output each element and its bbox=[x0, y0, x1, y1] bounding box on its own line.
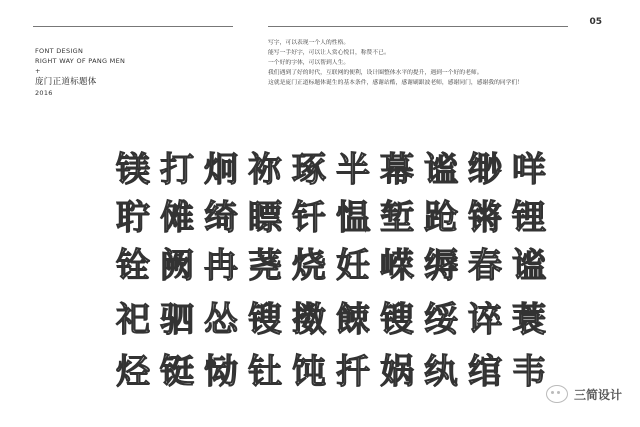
intro-paragraph bbox=[268, 38, 588, 88]
glyph-grid bbox=[111, 148, 551, 398]
glyph-row bbox=[111, 196, 551, 242]
year-label: 2016 bbox=[35, 89, 53, 97]
glyph-character: 愠 bbox=[336, 198, 370, 238]
glyph-character: 铤 bbox=[160, 352, 194, 392]
glyph-character: 驷 bbox=[160, 300, 194, 340]
glyph-character: 绾 bbox=[468, 352, 502, 392]
intro-line: 一个好的字体，可以帮到人生。 bbox=[268, 60, 350, 66]
page-number: 05 bbox=[589, 17, 602, 27]
glyph-character: 绮 bbox=[204, 198, 238, 238]
glyph-character: 聍 bbox=[116, 198, 150, 238]
glyph-character: 缈 bbox=[468, 150, 502, 190]
glyph-character: 谧 bbox=[424, 150, 458, 190]
glyph-character: 傩 bbox=[160, 198, 194, 238]
glyph-character: 炯 bbox=[204, 150, 238, 190]
glyph-character: 祢 bbox=[248, 150, 282, 190]
glyph-character: 恸 bbox=[204, 352, 238, 392]
glyph-character: 堑 bbox=[380, 198, 414, 238]
glyph-character: 荛 bbox=[248, 246, 282, 286]
glyph-character: 冉 bbox=[204, 246, 238, 286]
glyph-row bbox=[111, 244, 551, 290]
glyph-character: 烃 bbox=[116, 352, 150, 392]
glyph-character: 阙 bbox=[160, 246, 194, 286]
glyph-character: 打 bbox=[160, 150, 194, 190]
header-rule-left bbox=[33, 26, 233, 27]
glyph-row bbox=[111, 298, 551, 344]
glyph-character: 扦 bbox=[336, 352, 370, 392]
glyph-character: 韦 bbox=[512, 352, 546, 392]
glyph-character: 谧 bbox=[512, 246, 546, 286]
glyph-character: 嵘 bbox=[380, 246, 414, 286]
left-header bbox=[35, 46, 125, 98]
glyph-character: 餗 bbox=[336, 300, 370, 340]
glyph-character: 半 bbox=[336, 150, 370, 190]
watermark-text: 三简设计 bbox=[573, 387, 622, 402]
glyph-character: 咩 bbox=[512, 150, 546, 190]
glyph-character: 琢 bbox=[292, 150, 326, 190]
glyph-character: 镁 bbox=[116, 150, 150, 190]
glyph-character: 瞟 bbox=[248, 198, 282, 238]
glyph-character: 蓑 bbox=[512, 300, 546, 340]
glyph-character: 烧 bbox=[292, 246, 326, 286]
glyph-character: 锼 bbox=[380, 300, 414, 340]
glyph-character: 纨 bbox=[424, 352, 458, 392]
glyph-character: 怂 bbox=[204, 300, 238, 340]
glyph-row bbox=[111, 350, 551, 396]
glyph-character: 饨 bbox=[292, 352, 326, 392]
glyph-character: 锵 bbox=[468, 198, 502, 238]
glyph-character: 绥 bbox=[424, 300, 458, 340]
glyph-character: 幕 bbox=[380, 150, 414, 190]
intro-line: 写字，可以表现一个人的性格。 bbox=[268, 40, 350, 46]
glyph-character: 锼 bbox=[248, 300, 282, 340]
glyph-character: 春 bbox=[468, 246, 502, 286]
english-title-line1: FONT DESIGN bbox=[35, 47, 84, 55]
glyph-character: 跄 bbox=[424, 198, 458, 238]
watermark bbox=[546, 385, 622, 403]
glyph-character: 钍 bbox=[248, 352, 282, 392]
chinese-title: 庞门正道标题体 bbox=[35, 77, 97, 87]
glyph-character: 铨 bbox=[116, 246, 150, 286]
glyph-character: 锂 bbox=[512, 198, 546, 238]
wechat-icon bbox=[546, 385, 568, 403]
glyph-character: 缛 bbox=[424, 246, 458, 286]
header-rule-right bbox=[268, 26, 568, 27]
glyph-character: 擞 bbox=[292, 300, 326, 340]
glyph-character: 祀 bbox=[116, 300, 150, 340]
plus-mark: + bbox=[35, 67, 41, 75]
intro-line: 能写一手好字，可以让人赏心悦目，称赞不已。 bbox=[268, 50, 390, 56]
english-title-line2: RIGHT WAY OF PANG MEN bbox=[35, 57, 126, 65]
intro-line: 这就是庞门正道标题体诞生的基本条件，感谢站酷，感谢刷跟波老师，感谢同门，感谢我的同学们！ bbox=[268, 80, 524, 86]
glyph-character: 谇 bbox=[468, 300, 502, 340]
glyph-row bbox=[111, 148, 551, 194]
glyph-character: 娲 bbox=[380, 352, 414, 392]
glyph-character: 妊 bbox=[336, 246, 370, 286]
intro-line: 我们遇到了好的时代，互联网的便利，设计圈整体水平的提升，遇到一个好的老师。 bbox=[268, 70, 483, 76]
glyph-character: 钎 bbox=[292, 198, 326, 238]
